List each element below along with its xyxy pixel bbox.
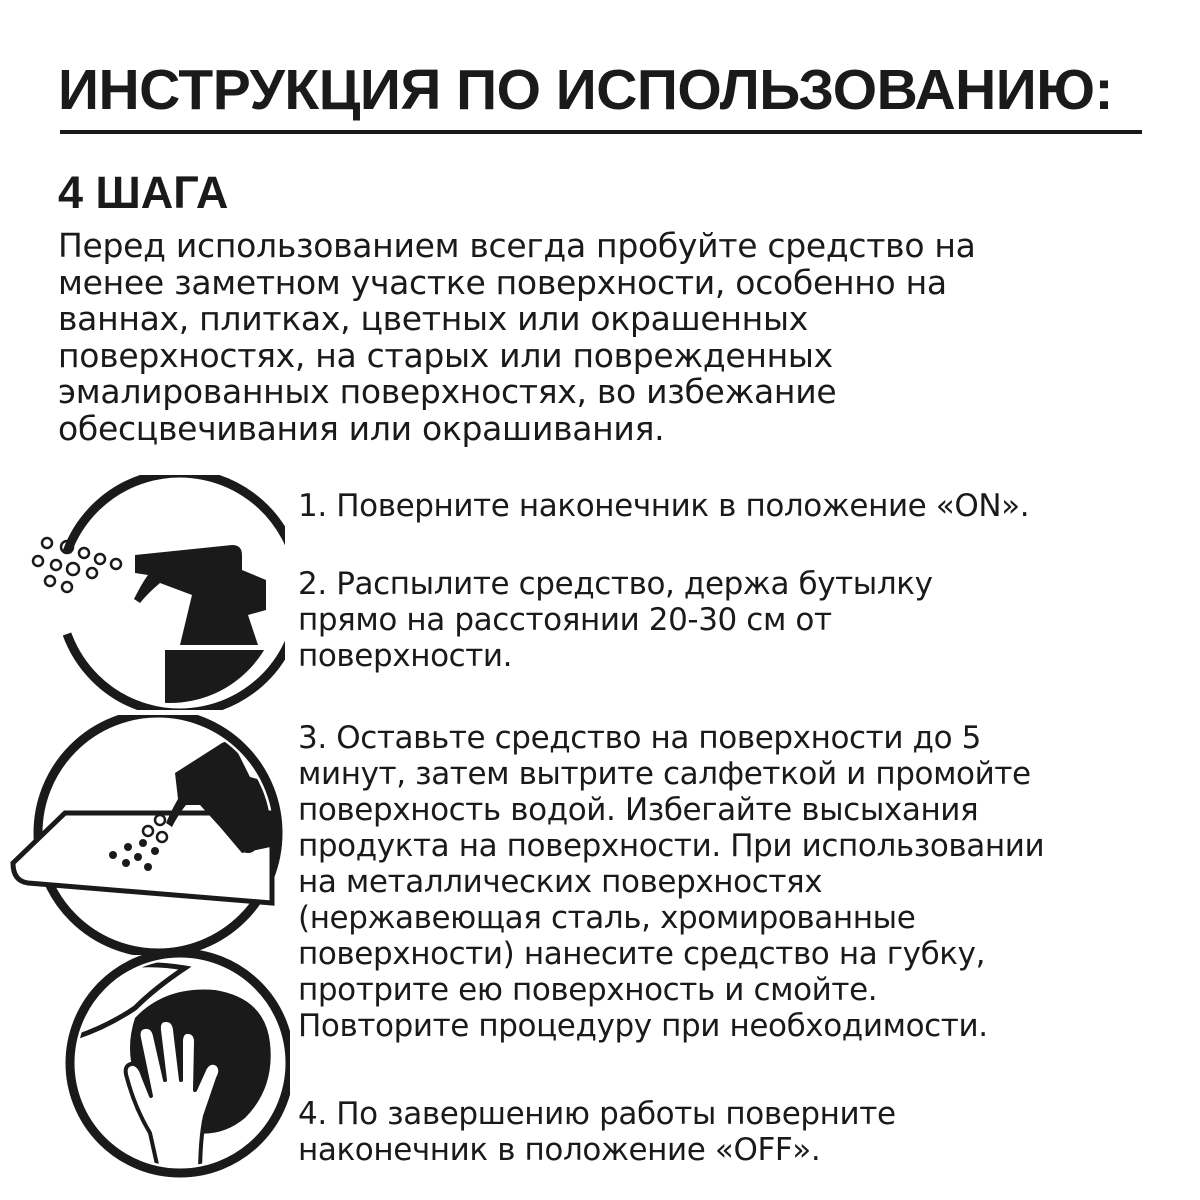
step-line: 4. По завершению работы поверните (298, 1096, 896, 1132)
step-line: (нержавеющая сталь, хромированные (298, 900, 916, 936)
page-title: ИНСТРУКЦИЯ ПО ИСПОЛЬЗОВАНИЮ: (58, 58, 1114, 122)
step-3 (298, 720, 1178, 1044)
spray-surface-icon (10, 715, 285, 955)
step-line: поверхности) нанесите средство на губку, (298, 936, 986, 972)
title-divider (60, 130, 1142, 134)
intro-line: менее заметном участке поверхности, особенно на (58, 262, 947, 302)
step-line: наконечник в положение «OFF». (298, 1132, 821, 1168)
step-line: поверхность водой. Избегайте высыхания (298, 792, 979, 828)
step-line: 3. Оставьте средство на поверхности до 5 (298, 720, 981, 756)
step-1 (298, 488, 1178, 524)
intro-line: обесцвечивания или окрашивания. (58, 408, 665, 448)
steps-heading: 4 ШАГА (58, 167, 229, 218)
step-2 (298, 566, 1178, 674)
step-line: протрите ею поверхность и смойте. (298, 972, 878, 1008)
wipe-hand-icon (65, 948, 290, 1178)
step-line: минут, затем вытрите салфеткой и промойте (298, 756, 1031, 792)
step-line: поверхности. (298, 638, 513, 674)
intro-line: ваннах, плитках, цветных или окрашенных (58, 299, 808, 338)
intro-line: Перед использованием всегда пробуйте средство на (58, 226, 976, 265)
step-line: на металлических поверхностях (298, 864, 823, 900)
step-4 (298, 1096, 1178, 1168)
step-line: Повторите процедуру при необходимости. (298, 1008, 988, 1044)
step-line: продукта на поверхности. При использовании (298, 828, 1045, 864)
intro-line: эмалированных поверхностях, во избежание (58, 372, 837, 411)
step-line: 2. Распылите средство, держа бутылку (298, 566, 933, 602)
step-line: прямо на расстоянии 20-30 см от (298, 602, 832, 638)
intro-paragraph (58, 228, 1168, 447)
spray-bottle-icon (20, 475, 285, 710)
step-line: 1. Поверните наконечник в положение «ON». (298, 488, 1030, 524)
intro-line: поверхностях, на старых или поврежденных (58, 335, 833, 375)
